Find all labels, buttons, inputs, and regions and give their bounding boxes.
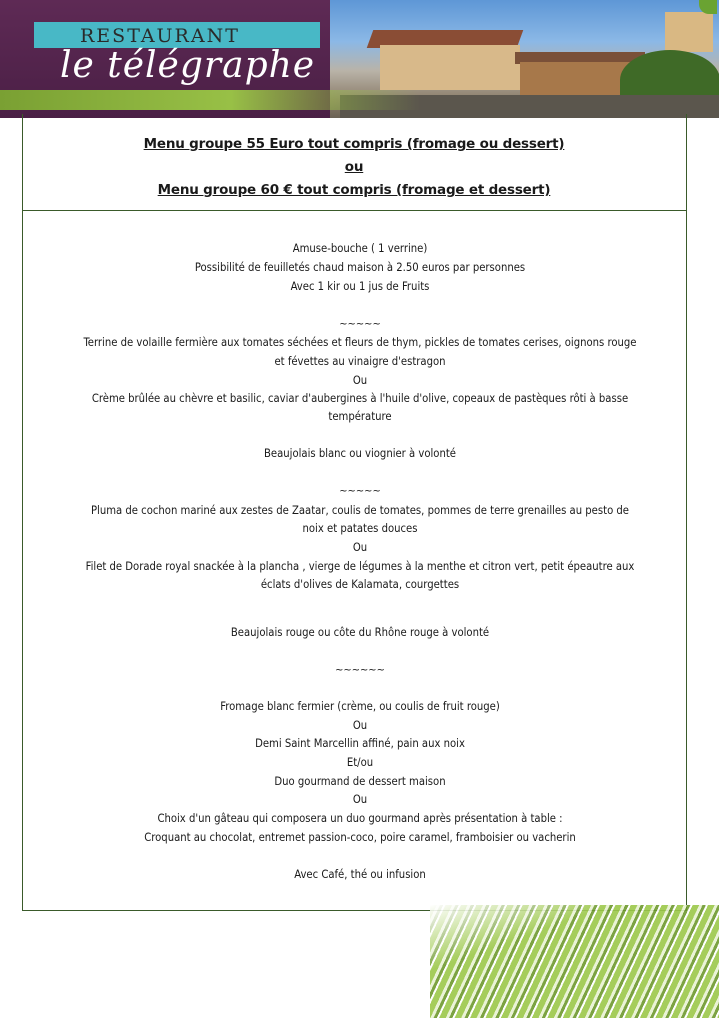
menu-line: Ou — [352, 541, 368, 554]
menu-line: Et/ou — [346, 756, 374, 769]
menu-line: Crème brûlée au chèvre et basilic, caviar d'aubergines à l'huile d'olive, copeaux de pastèques rôti à basse — [91, 392, 629, 405]
menu-line: et févettes au vinaigre d'estragon — [274, 355, 446, 368]
building-tower — [665, 12, 713, 52]
logo-script-text: le télégraphe — [60, 45, 316, 86]
building-wall — [380, 45, 520, 90]
logo-restaurant-text: RESTAURANT — [80, 25, 240, 47]
menu-line: Croquant au chocolat, entremet passion-coco, poire caramel, framboisier ou vacherin — [144, 831, 576, 844]
menu-line: Ou — [352, 793, 368, 806]
menu-line: Possibilité de feuilletés chaud maison à 2.50 euros par personnes — [194, 261, 526, 274]
header-banner — [0, 0, 719, 118]
menu-line: Pluma de cochon mariné aux zestes de Zaatar, coulis de tomates, pommes de terre grenailles au pesto de — [90, 504, 630, 517]
menu-line: Fromage blanc fermier (crème, ou coulis de fruit rouge) — [220, 700, 500, 713]
menu-line: noix et patates douces — [302, 522, 418, 535]
header-divider — [22, 210, 686, 211]
wine-pairing: Beaujolais rouge ou côte du Rhône rouge à volonté — [230, 626, 490, 639]
green-brush-strip — [0, 90, 420, 110]
menu-title-ou: ou — [344, 159, 364, 175]
menu-line: Terrine de volaille fermière aux tomates séchées et fleurs de thym, pickles de tomates cerises, oignons rouge — [83, 336, 637, 349]
menu-line: Ou — [352, 374, 368, 387]
menu-title-55: Menu groupe 55 Euro tout compris (fromage ou dessert) — [143, 136, 565, 152]
green-brush-decoration — [430, 905, 719, 1018]
menu-line: Ou — [352, 719, 368, 732]
separator: ~~~~~~ — [335, 663, 385, 676]
menu-line: Amuse-bouche ( 1 verrine) — [292, 242, 428, 255]
menu-title-60: Menu groupe 60 € tout compris (fromage et dessert) — [157, 182, 551, 198]
separator: ~~~~~ — [339, 317, 381, 330]
menu-line-coffee: Avec Café, thé ou infusion — [294, 868, 426, 881]
menu-line: Avec 1 kir ou 1 jus de Fruits — [290, 280, 430, 293]
separator: ~~~~~ — [339, 484, 381, 497]
menu-line: Choix d'un gâteau qui composera un duo gourmand après présentation à table : — [157, 812, 563, 825]
menu-line: température — [328, 410, 392, 423]
menu-line: Duo gourmand de dessert maison — [274, 775, 446, 788]
wine-pairing: Beaujolais blanc ou viognier à volonté — [264, 447, 456, 460]
menu-line: Demi Saint Marcellin affiné, pain aux noix — [255, 737, 465, 750]
menu-line: Filet de Dorade royal snackée à la plancha , vierge de légumes à la menthe et citron vert, petit épeautre aux — [85, 560, 635, 573]
menu-line: éclats d'olives de Kalamata, courgettes — [260, 578, 460, 591]
